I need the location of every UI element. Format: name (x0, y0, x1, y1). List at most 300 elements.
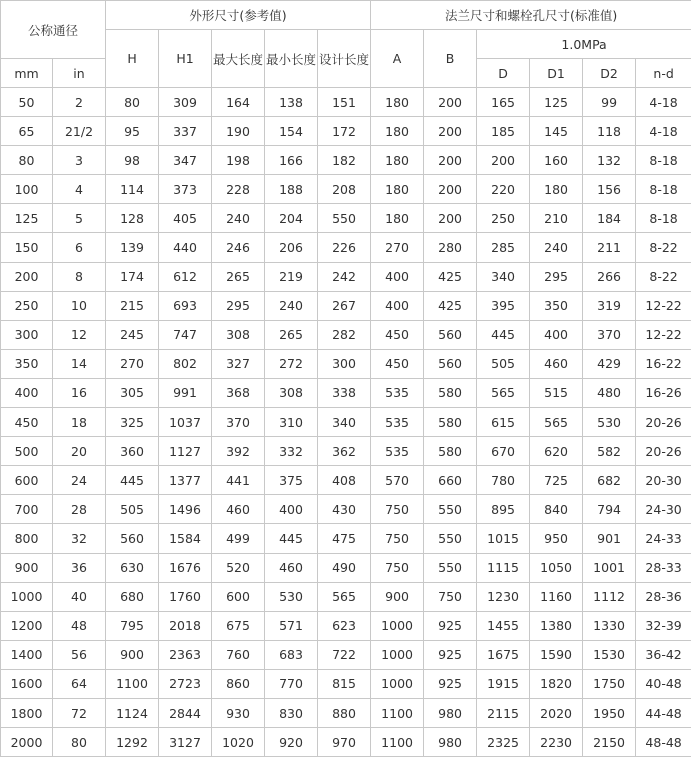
header-D2: D2 (583, 59, 636, 88)
cell-in: 21/2 (53, 117, 106, 146)
cell-D1: 620 (530, 437, 583, 466)
cell-D: 285 (477, 233, 530, 262)
cell-design-length: 722 (318, 640, 371, 669)
cell-H1: 347 (159, 146, 212, 175)
cell-design-length: 151 (318, 88, 371, 117)
cell-min-length: 240 (265, 291, 318, 320)
cell-design-length: 475 (318, 524, 371, 553)
cell-mm: 200 (1, 262, 53, 291)
cell-D2: 118 (583, 117, 636, 146)
cell-n-d: 48-48 (636, 728, 691, 757)
cell-B: 200 (424, 146, 477, 175)
cell-A: 535 (371, 408, 424, 437)
cell-in: 28 (53, 495, 106, 524)
cell-mm: 300 (1, 320, 53, 349)
cell-in: 24 (53, 466, 106, 495)
cell-H: 1124 (106, 698, 159, 727)
cell-H1: 1037 (159, 408, 212, 437)
cell-in: 32 (53, 524, 106, 553)
cell-H: 128 (106, 204, 159, 233)
cell-in: 12 (53, 320, 106, 349)
cell-B: 425 (424, 262, 477, 291)
cell-H1: 2844 (159, 698, 212, 727)
table-row (1, 728, 691, 757)
cell-D1: 2230 (530, 728, 583, 757)
cell-D: 1455 (477, 611, 530, 640)
table-row (1, 117, 691, 146)
cell-D: 565 (477, 378, 530, 407)
cell-B: 580 (424, 408, 477, 437)
header-in: in (53, 59, 106, 88)
cell-max-length: 164 (212, 88, 265, 117)
cell-D1: 1380 (530, 611, 583, 640)
cell-H1: 1377 (159, 466, 212, 495)
cell-mm: 1800 (1, 698, 53, 727)
cell-n-d: 8-22 (636, 233, 691, 262)
cell-min-length: 204 (265, 204, 318, 233)
cell-D: 1230 (477, 582, 530, 611)
cell-min-length: 219 (265, 262, 318, 291)
cell-H1: 991 (159, 378, 212, 407)
cell-B: 200 (424, 175, 477, 204)
cell-D1: 460 (530, 349, 583, 378)
cell-D1: 400 (530, 320, 583, 349)
cell-n-d: 36-42 (636, 640, 691, 669)
cell-D2: 429 (583, 349, 636, 378)
cell-B: 925 (424, 669, 477, 698)
cell-D2: 1330 (583, 611, 636, 640)
cell-A: 1000 (371, 611, 424, 640)
header-D: D (477, 59, 530, 88)
cell-D: 1915 (477, 669, 530, 698)
cell-D2: 132 (583, 146, 636, 175)
cell-D1: 160 (530, 146, 583, 175)
table-row (1, 524, 691, 553)
cell-n-d: 8-18 (636, 204, 691, 233)
cell-D2: 99 (583, 88, 636, 117)
cell-n-d: 24-33 (636, 524, 691, 553)
cell-n-d: 4-18 (636, 117, 691, 146)
cell-mm: 65 (1, 117, 53, 146)
cell-mm: 1200 (1, 611, 53, 640)
cell-D: 395 (477, 291, 530, 320)
cell-design-length: 880 (318, 698, 371, 727)
cell-min-length: 332 (265, 437, 318, 466)
cell-mm: 150 (1, 233, 53, 262)
cell-H: 215 (106, 291, 159, 320)
cell-mm: 250 (1, 291, 53, 320)
header-B: B (424, 30, 477, 88)
cell-H1: 2363 (159, 640, 212, 669)
cell-n-d: 4-18 (636, 88, 691, 117)
cell-design-length: 815 (318, 669, 371, 698)
cell-n-d: 8-18 (636, 175, 691, 204)
cell-mm: 1000 (1, 582, 53, 611)
cell-B: 925 (424, 640, 477, 669)
cell-H: 1292 (106, 728, 159, 757)
cell-D: 185 (477, 117, 530, 146)
cell-design-length: 408 (318, 466, 371, 495)
cell-D: 505 (477, 349, 530, 378)
cell-max-length: 240 (212, 204, 265, 233)
cell-D1: 565 (530, 408, 583, 437)
header-mm: mm (1, 59, 53, 88)
cell-B: 200 (424, 204, 477, 233)
cell-in: 10 (53, 291, 106, 320)
cell-min-length: 375 (265, 466, 318, 495)
table-row (1, 495, 691, 524)
cell-D1: 1160 (530, 582, 583, 611)
cell-D1: 2020 (530, 698, 583, 727)
cell-max-length: 520 (212, 553, 265, 582)
cell-D: 445 (477, 320, 530, 349)
cell-D2: 1001 (583, 553, 636, 582)
cell-max-length: 198 (212, 146, 265, 175)
cell-H1: 3127 (159, 728, 212, 757)
table-row (1, 320, 691, 349)
cell-D1: 210 (530, 204, 583, 233)
cell-H1: 440 (159, 233, 212, 262)
cell-max-length: 228 (212, 175, 265, 204)
cell-D2: 211 (583, 233, 636, 262)
cell-A: 900 (371, 582, 424, 611)
cell-H1: 1676 (159, 553, 212, 582)
cell-min-length: 188 (265, 175, 318, 204)
cell-H: 245 (106, 320, 159, 349)
cell-D1: 145 (530, 117, 583, 146)
cell-min-length: 683 (265, 640, 318, 669)
cell-design-length: 172 (318, 117, 371, 146)
cell-D2: 2150 (583, 728, 636, 757)
cell-min-length: 830 (265, 698, 318, 727)
cell-B: 980 (424, 728, 477, 757)
cell-D: 250 (477, 204, 530, 233)
cell-max-length: 327 (212, 349, 265, 378)
cell-mm: 100 (1, 175, 53, 204)
cell-D2: 266 (583, 262, 636, 291)
header-max-length: 最大长度 (212, 30, 265, 88)
table-row (1, 349, 691, 378)
cell-A: 1100 (371, 728, 424, 757)
cell-mm: 700 (1, 495, 53, 524)
header-n-d: n-d (636, 59, 691, 88)
cell-D1: 350 (530, 291, 583, 320)
cell-in: 80 (53, 728, 106, 757)
cell-A: 570 (371, 466, 424, 495)
cell-design-length: 282 (318, 320, 371, 349)
cell-in: 18 (53, 408, 106, 437)
cell-B: 580 (424, 437, 477, 466)
cell-A: 450 (371, 349, 424, 378)
cell-B: 280 (424, 233, 477, 262)
table-row (1, 582, 691, 611)
cell-min-length: 530 (265, 582, 318, 611)
table-row (1, 408, 691, 437)
cell-A: 535 (371, 437, 424, 466)
cell-n-d: 16-22 (636, 349, 691, 378)
cell-mm: 350 (1, 349, 53, 378)
cell-D1: 1820 (530, 669, 583, 698)
cell-n-d: 40-48 (636, 669, 691, 698)
cell-H1: 2723 (159, 669, 212, 698)
cell-max-length: 600 (212, 582, 265, 611)
cell-design-length: 362 (318, 437, 371, 466)
cell-design-length: 623 (318, 611, 371, 640)
cell-D1: 950 (530, 524, 583, 553)
cell-max-length: 860 (212, 669, 265, 698)
table-row (1, 204, 691, 233)
cell-min-length: 308 (265, 378, 318, 407)
cell-D2: 901 (583, 524, 636, 553)
cell-min-length: 400 (265, 495, 318, 524)
cell-min-length: 206 (265, 233, 318, 262)
cell-A: 1000 (371, 640, 424, 669)
cell-D2: 1750 (583, 669, 636, 698)
cell-min-length: 265 (265, 320, 318, 349)
cell-min-length: 138 (265, 88, 318, 117)
cell-D2: 480 (583, 378, 636, 407)
cell-H: 560 (106, 524, 159, 553)
cell-min-length: 272 (265, 349, 318, 378)
cell-max-length: 392 (212, 437, 265, 466)
cell-A: 180 (371, 88, 424, 117)
cell-max-length: 460 (212, 495, 265, 524)
cell-n-d: 28-33 (636, 553, 691, 582)
cell-mm: 2000 (1, 728, 53, 757)
cell-A: 180 (371, 175, 424, 204)
cell-A: 750 (371, 524, 424, 553)
cell-in: 6 (53, 233, 106, 262)
cell-D: 615 (477, 408, 530, 437)
cell-H: 360 (106, 437, 159, 466)
cell-mm: 1600 (1, 669, 53, 698)
cell-A: 270 (371, 233, 424, 262)
cell-H1: 802 (159, 349, 212, 378)
table-row (1, 466, 691, 495)
cell-max-length: 499 (212, 524, 265, 553)
cell-n-d: 16-26 (636, 378, 691, 407)
cell-n-d: 8-18 (636, 146, 691, 175)
cell-mm: 1400 (1, 640, 53, 669)
cell-A: 750 (371, 495, 424, 524)
table-row (1, 262, 691, 291)
cell-mm: 400 (1, 378, 53, 407)
cell-in: 2 (53, 88, 106, 117)
cell-D: 165 (477, 88, 530, 117)
cell-H: 630 (106, 553, 159, 582)
header-A: A (371, 30, 424, 88)
cell-design-length: 300 (318, 349, 371, 378)
cell-D: 2325 (477, 728, 530, 757)
cell-H: 114 (106, 175, 159, 204)
cell-B: 560 (424, 320, 477, 349)
cell-design-length: 340 (318, 408, 371, 437)
cell-H: 305 (106, 378, 159, 407)
table-row (1, 611, 691, 640)
cell-n-d: 12-22 (636, 291, 691, 320)
cell-design-length: 267 (318, 291, 371, 320)
cell-D: 1115 (477, 553, 530, 582)
cell-design-length: 338 (318, 378, 371, 407)
cell-mm: 600 (1, 466, 53, 495)
cell-D2: 530 (583, 408, 636, 437)
cell-D2: 682 (583, 466, 636, 495)
header-D1: D1 (530, 59, 583, 88)
cell-H: 1100 (106, 669, 159, 698)
cell-D: 1675 (477, 640, 530, 669)
cell-max-length: 368 (212, 378, 265, 407)
table-row (1, 378, 691, 407)
cell-max-length: 246 (212, 233, 265, 262)
cell-mm: 500 (1, 437, 53, 466)
cell-design-length: 226 (318, 233, 371, 262)
cell-D2: 184 (583, 204, 636, 233)
cell-in: 48 (53, 611, 106, 640)
cell-max-length: 265 (212, 262, 265, 291)
cell-mm: 800 (1, 524, 53, 553)
cell-D1: 725 (530, 466, 583, 495)
cell-B: 980 (424, 698, 477, 727)
cell-D: 780 (477, 466, 530, 495)
cell-min-length: 310 (265, 408, 318, 437)
header-min-length: 最小长度 (265, 30, 318, 88)
cell-in: 20 (53, 437, 106, 466)
cell-D: 2115 (477, 698, 530, 727)
cell-B: 660 (424, 466, 477, 495)
header-dimensions-group: 外形尺寸(参考值) (106, 1, 371, 30)
cell-in: 40 (53, 582, 106, 611)
cell-design-length: 242 (318, 262, 371, 291)
cell-n-d: 20-26 (636, 408, 691, 437)
cell-A: 400 (371, 291, 424, 320)
cell-A: 400 (371, 262, 424, 291)
cell-D1: 840 (530, 495, 583, 524)
cell-B: 550 (424, 524, 477, 553)
cell-H1: 309 (159, 88, 212, 117)
cell-max-length: 295 (212, 291, 265, 320)
cell-design-length: 565 (318, 582, 371, 611)
cell-n-d: 8-22 (636, 262, 691, 291)
cell-max-length: 1020 (212, 728, 265, 757)
cell-D: 1015 (477, 524, 530, 553)
cell-in: 8 (53, 262, 106, 291)
cell-H1: 1127 (159, 437, 212, 466)
cell-D1: 1590 (530, 640, 583, 669)
cell-design-length: 182 (318, 146, 371, 175)
cell-n-d: 32-39 (636, 611, 691, 640)
header-pressure-rating: 1.0MPa (477, 30, 691, 59)
cell-mm: 450 (1, 408, 53, 437)
cell-B: 200 (424, 117, 477, 146)
cell-D1: 125 (530, 88, 583, 117)
table-row (1, 553, 691, 582)
cell-H1: 2018 (159, 611, 212, 640)
cell-min-length: 571 (265, 611, 318, 640)
cell-H: 174 (106, 262, 159, 291)
cell-n-d: 44-48 (636, 698, 691, 727)
cell-H: 325 (106, 408, 159, 437)
cell-design-length: 208 (318, 175, 371, 204)
cell-D1: 1050 (530, 553, 583, 582)
cell-in: 36 (53, 553, 106, 582)
cell-H: 505 (106, 495, 159, 524)
cell-A: 450 (371, 320, 424, 349)
cell-min-length: 154 (265, 117, 318, 146)
cell-D2: 370 (583, 320, 636, 349)
header-flange-group: 法兰尺寸和螺栓孔尺寸(标准值) (371, 1, 691, 30)
cell-mm: 80 (1, 146, 53, 175)
cell-H: 795 (106, 611, 159, 640)
cell-mm: 50 (1, 88, 53, 117)
cell-B: 425 (424, 291, 477, 320)
header-nominal-diameter: 公称通径 (1, 1, 106, 59)
table-row (1, 146, 691, 175)
cell-H1: 1760 (159, 582, 212, 611)
cell-n-d: 24-30 (636, 495, 691, 524)
cell-A: 180 (371, 117, 424, 146)
cell-D1: 240 (530, 233, 583, 262)
cell-max-length: 190 (212, 117, 265, 146)
cell-min-length: 460 (265, 553, 318, 582)
cell-H: 95 (106, 117, 159, 146)
cell-in: 72 (53, 698, 106, 727)
cell-max-length: 370 (212, 408, 265, 437)
cell-H: 270 (106, 349, 159, 378)
cell-n-d: 20-26 (636, 437, 691, 466)
table-row (1, 175, 691, 204)
cell-design-length: 430 (318, 495, 371, 524)
table-row (1, 437, 691, 466)
table-row (1, 640, 691, 669)
header-H: H (106, 30, 159, 88)
cell-D2: 1530 (583, 640, 636, 669)
cell-design-length: 550 (318, 204, 371, 233)
cell-in: 16 (53, 378, 106, 407)
cell-D2: 582 (583, 437, 636, 466)
cell-n-d: 28-36 (636, 582, 691, 611)
cell-max-length: 441 (212, 466, 265, 495)
cell-A: 1000 (371, 669, 424, 698)
cell-in: 56 (53, 640, 106, 669)
table-row (1, 669, 691, 698)
cell-A: 180 (371, 146, 424, 175)
cell-D: 340 (477, 262, 530, 291)
cell-D1: 515 (530, 378, 583, 407)
table-row (1, 88, 691, 117)
cell-design-length: 970 (318, 728, 371, 757)
cell-min-length: 920 (265, 728, 318, 757)
cell-max-length: 930 (212, 698, 265, 727)
cell-min-length: 445 (265, 524, 318, 553)
cell-D2: 156 (583, 175, 636, 204)
table-row (1, 291, 691, 320)
cell-B: 200 (424, 88, 477, 117)
cell-mm: 125 (1, 204, 53, 233)
cell-in: 3 (53, 146, 106, 175)
cell-design-length: 490 (318, 553, 371, 582)
cell-H: 98 (106, 146, 159, 175)
cell-D2: 1112 (583, 582, 636, 611)
cell-B: 560 (424, 349, 477, 378)
cell-H: 900 (106, 640, 159, 669)
cell-D2: 1950 (583, 698, 636, 727)
cell-H1: 612 (159, 262, 212, 291)
header-H1: H1 (159, 30, 212, 88)
cell-H1: 693 (159, 291, 212, 320)
cell-H1: 405 (159, 204, 212, 233)
cell-n-d: 20-30 (636, 466, 691, 495)
cell-H1: 1584 (159, 524, 212, 553)
